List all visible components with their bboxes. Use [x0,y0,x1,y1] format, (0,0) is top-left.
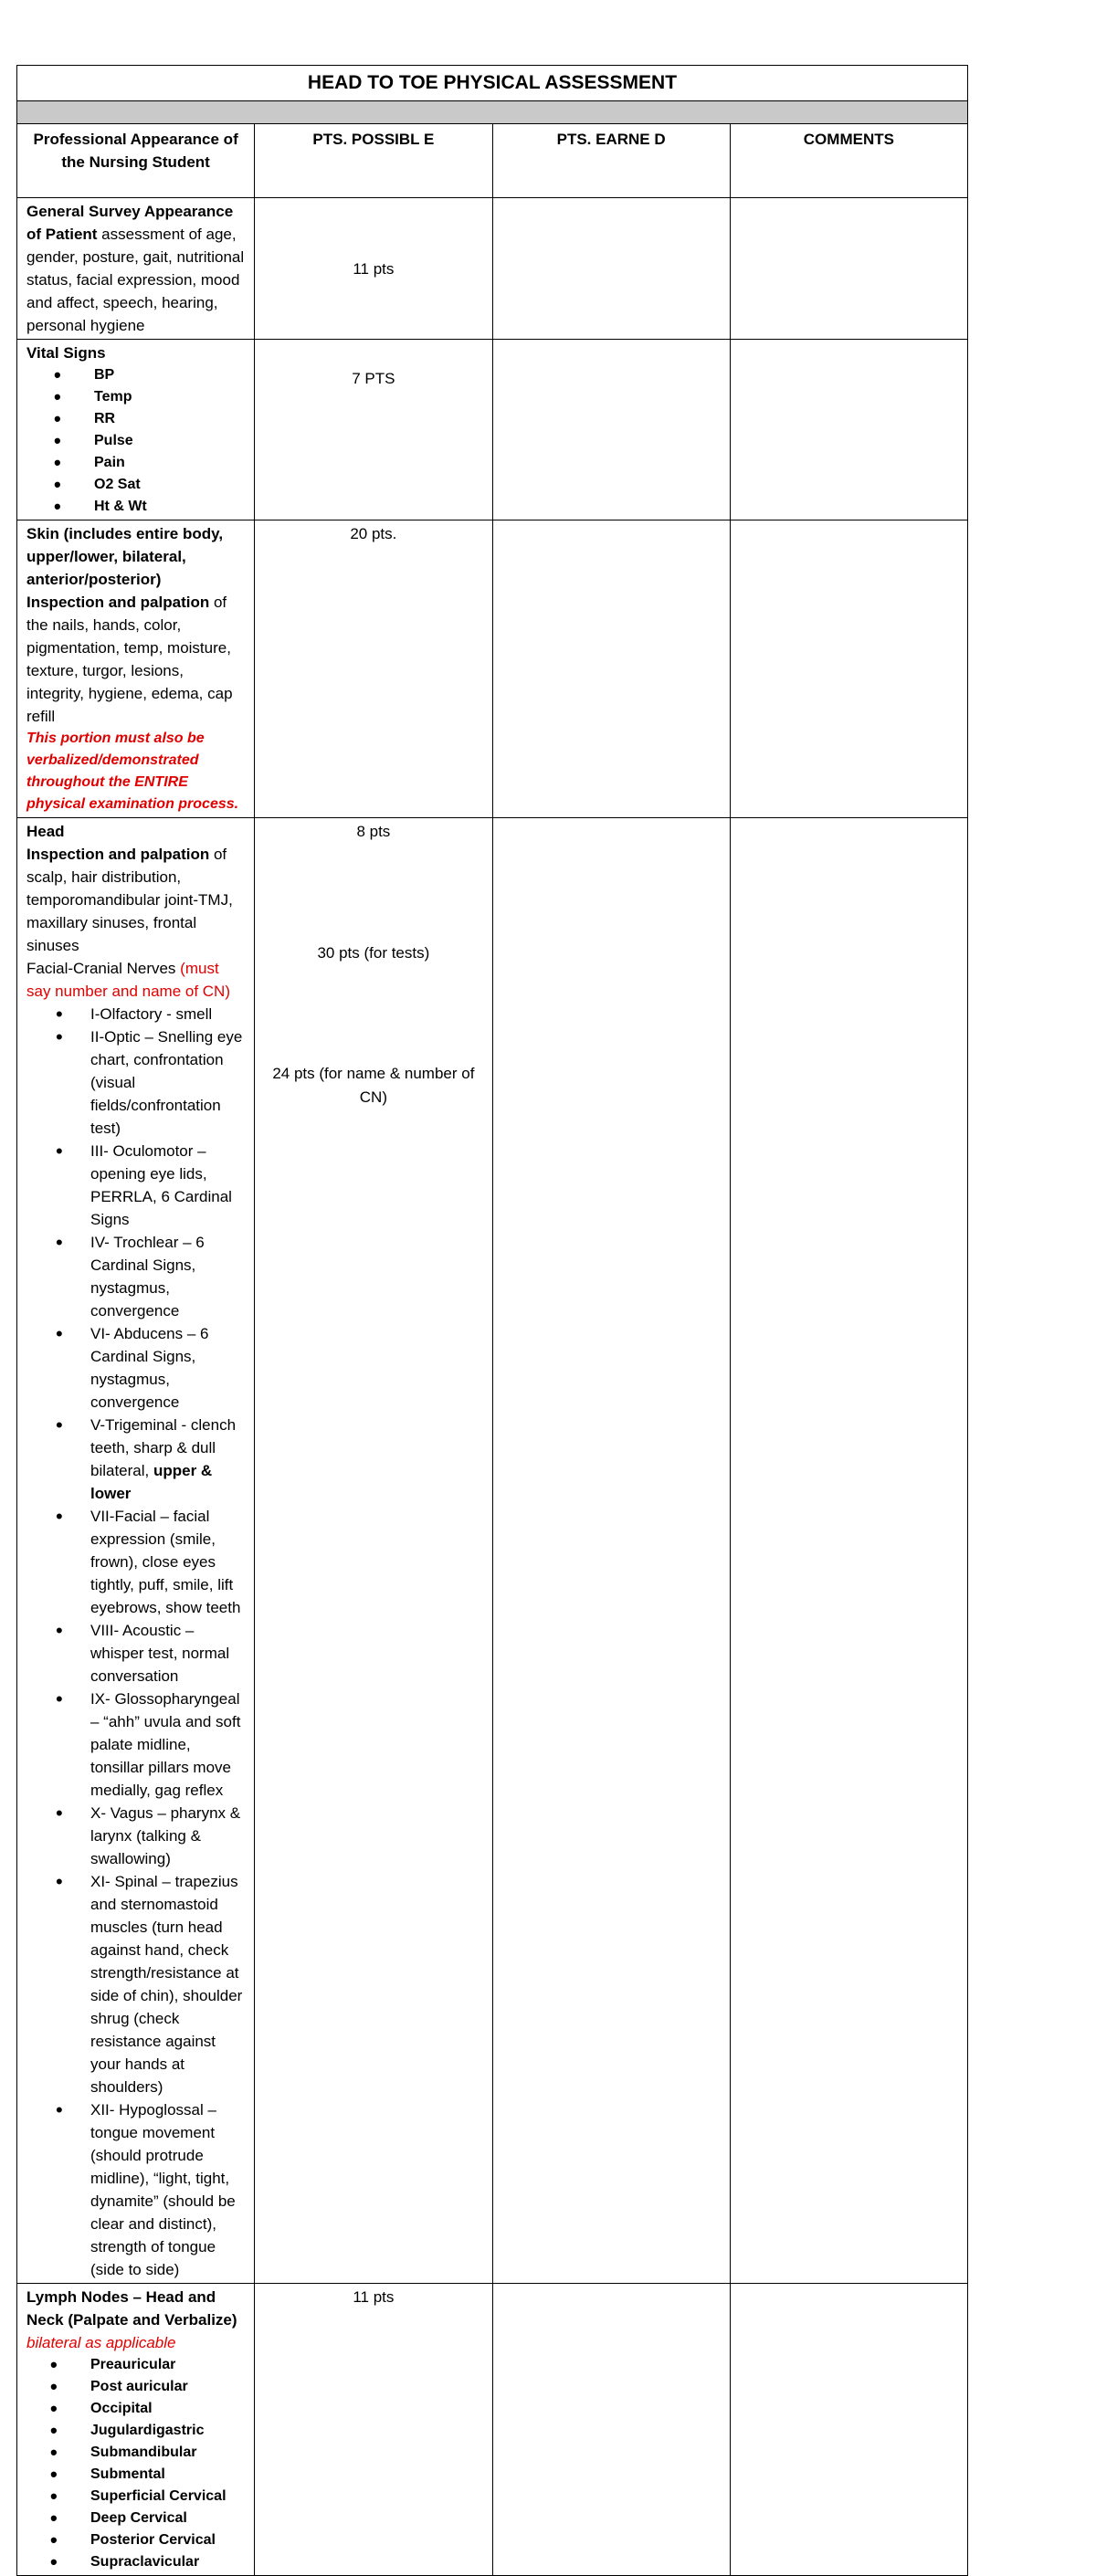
head-pts-tests: 30 pts (for tests) [317,944,430,962]
general-survey-text: assessment of age, gender, posture, gait, nutritional status, facial expression, mood and affect, speech, hearing, personal hygiene [26,226,245,334]
lymph-heading-block [26,2286,245,2354]
list-item: • VI- Abducens – 6 Cardinal Signs, nystagmus, convergence [90,1322,245,1414]
vital-signs-pts-cell [255,340,492,520]
list-item: • BP [94,364,245,386]
skin-heading: Skin (includes entire body, upper/lower, bilateral, anterior/posterior) [26,525,224,588]
header-criteria: Professional Appearance of the Nursing Student [17,124,255,198]
lymph-earned [492,2284,730,2576]
header-comments: COMMENTS [730,124,967,198]
list-item: • IV- Trochlear – 6 Cardinal Signs, nystagmus, convergence [90,1231,245,1322]
general-survey-cell [17,198,255,340]
list-item: • Submandibular [90,2442,245,2464]
trigeminal-text: V-Trigeminal - clench teeth, sharp & dull bilateral, [90,1416,237,1479]
gray-divider-row [17,101,968,124]
general-survey-pts: 11 pts [255,198,492,340]
cranial-nerves-note: (must say number and name of CN) [26,960,230,1000]
skin-comments [730,520,967,818]
skin-earned [492,520,730,818]
list-item: • Posterior Cervical [90,2529,245,2551]
header-pts-possible: PTS. POSSIBL E [255,124,492,198]
list-item: • Deep Cervical [90,2508,245,2529]
list-item: • IX- Glossopharyngeal – “ahh” uvula and soft palate midline, tonsillar pillars move medially, gag reflex [90,1688,245,1802]
general-survey-comments [730,198,967,340]
skin-note: This portion must also be verbalized/demonstrated throughout the ENTIRE physical examination process. [26,731,239,812]
cranial-nerves-label-block [26,957,245,1003]
list-item: • RR [94,408,245,430]
page-title: HEAD TO TOE PHYSICAL ASSESSMENT [17,66,968,101]
head-earned [492,818,730,2284]
list-item: • Post auricular [90,2376,245,2398]
skin-cell [17,520,255,818]
list-item: • O2 Sat [94,474,245,496]
list-item [90,1414,245,1505]
table-row [17,198,968,340]
general-survey-earned [492,198,730,340]
list-item: • Occipital [90,2398,245,2420]
assessment-table [16,65,968,2576]
lymph-nodes-list [26,2354,245,2573]
list-item: • Temp [94,386,245,408]
table-row [17,520,968,818]
list-item: • Preauricular [90,2354,245,2376]
head-text: of scalp, hair distribution, temporomandibular joint-TMJ, maxillary sinuses, frontal sinuses [26,846,233,954]
table-row [17,340,968,520]
cranial-nerves-list [26,1003,245,2281]
head-heading: Head [26,823,65,840]
list-item: • VIII- Acoustic – whisper test, normal conversation [90,1619,245,1688]
list-item: • Jugulardigastric [90,2420,245,2442]
skin-pts: 20 pts. [255,520,492,818]
cranial-nerves-label: Facial-Cranial Nerves [26,960,181,977]
list-item: • VII-Facial – facial expression (smile, frown), close eyes tightly, puff, smile, lift eyebrows, show teeth [90,1505,245,1619]
lymph-pts: 11 pts [255,2284,492,2576]
list-item: • Ht & Wt [94,496,245,518]
list-item: • Pulse [94,430,245,452]
header-pts-earned: PTS. EARNE D [492,124,730,198]
skin-text: of the nails, hands, color, pigmentation, temp, moisture, texture, turgor, lesions, integrity, hygiene, edema, cap refill [26,594,233,725]
head-cell [17,818,255,2284]
head-comments [730,818,967,2284]
lymph-comments [730,2284,967,2576]
head-pts-inspection: 8 pts [356,823,391,840]
head-pts-cell [255,818,492,2284]
skin-lead: Inspection and palpation [26,594,210,611]
vital-signs-comments [730,340,967,520]
table-row [17,818,968,2284]
general-survey-heading: General Survey Appearance of Patient [26,203,234,243]
list-item: • Superficial Cervical [90,2486,245,2508]
list-item: • XI- Spinal – trapezius and sternomastoid muscles (turn head against hand, check strength/resistance at side of chin), shoulder shrug (check resistance against your hands at shoulders) [90,1870,245,2098]
list-item: • X- Vagus – pharynx & larynx (talking & swallowing) [90,1802,245,1870]
vital-signs-heading: Vital Signs [26,344,106,362]
list-item: • Submental [90,2464,245,2486]
lymph-note: bilateral as applicable [26,2334,176,2351]
table-row [17,2284,968,2576]
head-pts-cn-names: 24 pts (for name & number of CN) [272,1065,475,1106]
list-item: • II-Optic – Snelling eye chart, confrontation (visual fields/confrontation test) [90,1025,245,1140]
vital-signs-pts: 7 PTS [352,370,395,387]
trigeminal-bold: upper & lower [90,1462,213,1502]
lymph-nodes-cell [17,2284,255,2576]
vital-signs-earned [492,340,730,520]
vital-signs-cell [17,340,255,520]
list-item: • III- Oculomotor – opening eye lids, PERRLA, 6 Cardinal Signs [90,1140,245,1231]
list-item: • Supraclavicular [90,2551,245,2573]
list-item: • XII- Hypoglossal –tongue movement (should protrude midline), “light, tight, dynamite” (should be clear and distinct), strength of tongue (side to side) [90,2098,245,2281]
head-lead: Inspection and palpation [26,846,210,863]
lymph-heading: Lymph Nodes – Head and Neck (Palpate and Verbalize) [26,2288,237,2329]
skin-text-block [26,591,245,728]
list-item: • I-Olfactory - smell [90,1003,245,1025]
vital-signs-list [26,364,245,518]
list-item: • Pain [94,452,245,474]
head-text-block [26,843,245,957]
header-row [17,124,968,198]
